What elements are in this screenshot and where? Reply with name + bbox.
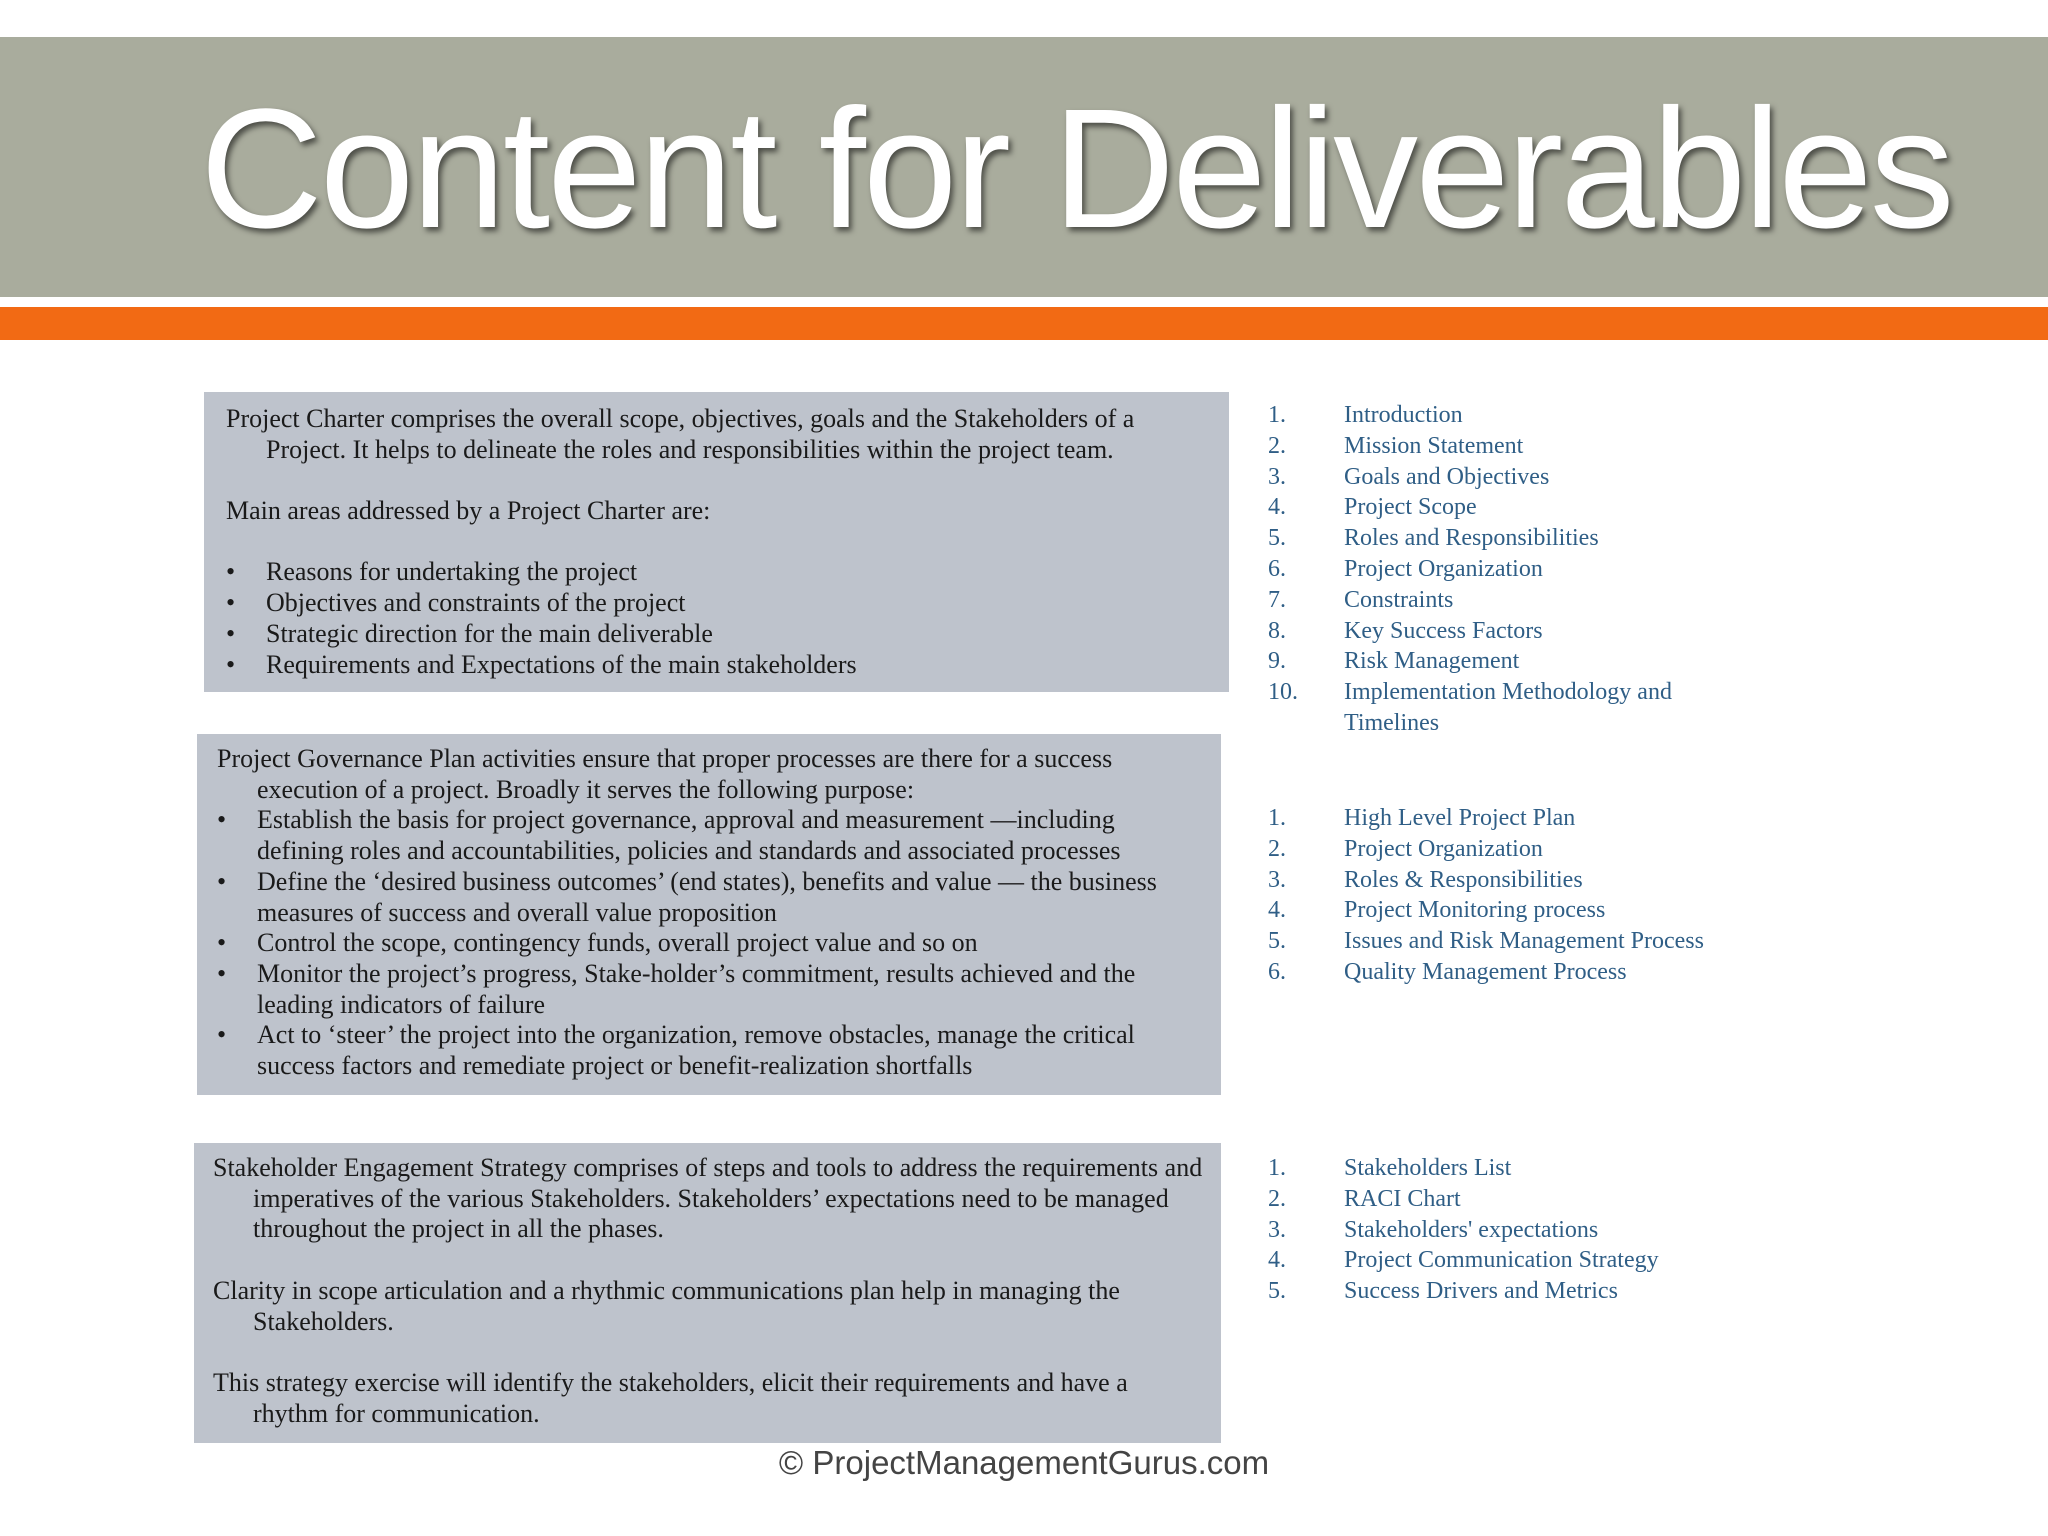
spacer	[226, 465, 1211, 496]
bullet-text: Establish the basis for project governance, approval and measurement —including defining roles and accountabilities, policies and standards and associated processes	[257, 805, 1121, 866]
bullet-text: Act to ‘steer’ the project into the organization, remove obstacles, manage the critical success factors and remediate project or benefit-realization shortfalls	[257, 1020, 1135, 1081]
list-item	[1268, 1245, 1768, 1276]
item-label: Project Organization	[1344, 555, 1543, 582]
bullet-item	[217, 959, 1203, 1020]
governance-bullet-list	[217, 805, 1203, 1081]
list-item	[1268, 1153, 1768, 1184]
charter-bullet-list	[226, 557, 1211, 680]
item-number: 1.	[1268, 805, 1286, 831]
item-number: 5.	[1268, 525, 1286, 552]
bullet-icon: •	[217, 1020, 227, 1050]
item-number: 5.	[1268, 928, 1286, 955]
item-number: 1.	[1268, 1155, 1286, 1181]
item-number: 3.	[1268, 463, 1286, 490]
item-label: Constraints	[1344, 586, 1454, 613]
bullet-item	[226, 588, 1211, 619]
bullet-icon: •	[217, 805, 227, 835]
stakeholder-contents-list	[1268, 1153, 1768, 1307]
bullet-item	[226, 650, 1211, 681]
stakeholder-paragraph: Clarity in scope articulation and a rhythmic communications plan help in managing the Stakeholders.	[213, 1275, 1120, 1336]
bullet-item	[217, 928, 1203, 959]
bullet-icon: •	[226, 618, 236, 648]
bullet-item	[217, 1020, 1203, 1081]
item-number: 6.	[1268, 555, 1286, 582]
charter-contents-list	[1268, 400, 1768, 739]
item-number: 5.	[1268, 1278, 1286, 1305]
list-item	[1268, 1184, 1768, 1215]
bullet-icon: •	[226, 588, 236, 618]
item-number: 1.	[1268, 402, 1286, 428]
item-label: Mission Statement	[1344, 432, 1524, 459]
list-item	[1268, 616, 1768, 647]
item-number: 3.	[1268, 866, 1286, 893]
bullet-icon: •	[226, 557, 236, 587]
bullet-text: Requirements and Expectations of the main stakeholders	[266, 649, 857, 679]
item-number: 3.	[1268, 1216, 1286, 1243]
item-label: Stakeholders' expectations	[1344, 1216, 1599, 1243]
bullet-icon: •	[217, 958, 227, 988]
item-label: Roles and Responsibilities	[1344, 525, 1599, 552]
project-charter-box	[204, 392, 1229, 692]
item-number: 6.	[1268, 958, 1286, 985]
item-label: Goals and Objectives	[1344, 463, 1550, 490]
item-number: 4.	[1268, 1247, 1286, 1274]
item-label: Project Organization	[1344, 835, 1543, 862]
list-item	[1268, 677, 1768, 739]
charter-intro: Project Charter comprises the overall scope, objectives, goals and the Stakeholders of a Project. It helps to delineate the roles and responsibilities within the project team.	[226, 404, 1135, 464]
accent-bar	[0, 307, 2048, 340]
list-item	[1268, 462, 1768, 493]
slide-title: Content for Deliverables	[200, 74, 1952, 264]
list-item	[1268, 646, 1768, 677]
bullet-text: Define the ‘desired business outcomes’ (end states), benefits and value — the business measures of success and overall value proposition	[257, 866, 1157, 927]
list-item	[1268, 865, 1768, 896]
spacer	[226, 527, 1211, 558]
list-item	[1268, 554, 1768, 585]
item-label: RACI Chart	[1344, 1185, 1461, 1212]
item-label: Key Success Factors	[1344, 617, 1543, 644]
item-label: Project Communication Strategy	[1344, 1247, 1659, 1274]
list-item	[1268, 834, 1768, 865]
bullet-text: Strategic direction for the main deliverable	[266, 618, 713, 648]
item-label: Quality Management Process	[1344, 958, 1627, 985]
item-number: 2.	[1268, 1185, 1286, 1212]
governance-plan-box	[197, 734, 1221, 1095]
bullet-text: Monitor the project’s progress, Stake-holder’s commitment, results achieved and the leading indicators of failure	[257, 958, 1136, 1019]
list-item	[1268, 1276, 1768, 1307]
copyright-footer: © ProjectManagementGurus.com	[778, 1444, 1270, 1481]
bullet-text: Reasons for undertaking the project	[266, 557, 638, 587]
item-label: Project Scope	[1344, 494, 1477, 521]
governance-intro: Project Governance Plan activities ensure that proper processes are there for a success execution of a project. Broadly it serves the following purpose:	[217, 744, 1113, 804]
stakeholder-paragraph: Stakeholder Engagement Strategy comprises of steps and tools to address the requirements and imperatives of the various Stakeholders. Stakeholders’ expectations need to be managed throughout the project in all the phases.	[213, 1153, 1203, 1244]
item-label: Project Monitoring process	[1344, 897, 1606, 924]
bullet-icon: •	[217, 928, 227, 958]
list-item	[1268, 1215, 1768, 1246]
item-number: 4.	[1268, 897, 1286, 924]
bullet-item	[226, 557, 1211, 588]
item-number: 10.	[1268, 679, 1298, 706]
item-number: 2.	[1268, 432, 1286, 459]
item-label: Issues and Risk Management Process	[1344, 928, 1704, 955]
list-item	[1268, 431, 1768, 462]
list-item	[1268, 895, 1768, 926]
item-number: 8.	[1268, 617, 1286, 644]
list-item	[1268, 926, 1768, 957]
bullet-text: Control the scope, contingency funds, overall project value and so on	[257, 928, 978, 958]
bullet-item	[217, 867, 1203, 928]
list-item	[1268, 400, 1768, 431]
list-item	[1268, 492, 1768, 523]
item-label: Success Drivers and Metrics	[1344, 1278, 1618, 1305]
spacer	[213, 1245, 1203, 1276]
bullet-icon: •	[226, 649, 236, 679]
item-label: Introduction	[1344, 402, 1463, 428]
bullet-icon: •	[217, 866, 227, 896]
stakeholder-strategy-box	[194, 1143, 1221, 1443]
list-item	[1268, 585, 1768, 616]
item-number: 4.	[1268, 494, 1286, 521]
governance-contents-list	[1268, 803, 1768, 988]
item-number: 7.	[1268, 586, 1286, 613]
bullet-text: Objectives and constraints of the project	[266, 588, 686, 618]
item-label: High Level Project Plan	[1344, 805, 1576, 831]
list-item	[1268, 523, 1768, 554]
item-number: 2.	[1268, 835, 1286, 862]
item-label: Implementation Methodology and Timelines	[1344, 679, 1672, 736]
list-item	[1268, 957, 1768, 988]
spacer	[213, 1337, 1203, 1368]
item-number: 9.	[1268, 648, 1286, 675]
charter-areas-heading: Main areas addressed by a Project Charter are:	[226, 496, 711, 526]
list-item	[1268, 803, 1768, 834]
bullet-item	[217, 805, 1203, 866]
item-label: Stakeholders List	[1344, 1155, 1512, 1181]
bullet-item	[226, 619, 1211, 650]
item-label: Roles & Responsibilities	[1344, 866, 1583, 893]
item-label: Risk Management	[1344, 648, 1520, 675]
stakeholder-paragraph: This strategy exercise will identify the stakeholders, elicit their requirements and have a rhythm for communication.	[213, 1367, 1128, 1428]
